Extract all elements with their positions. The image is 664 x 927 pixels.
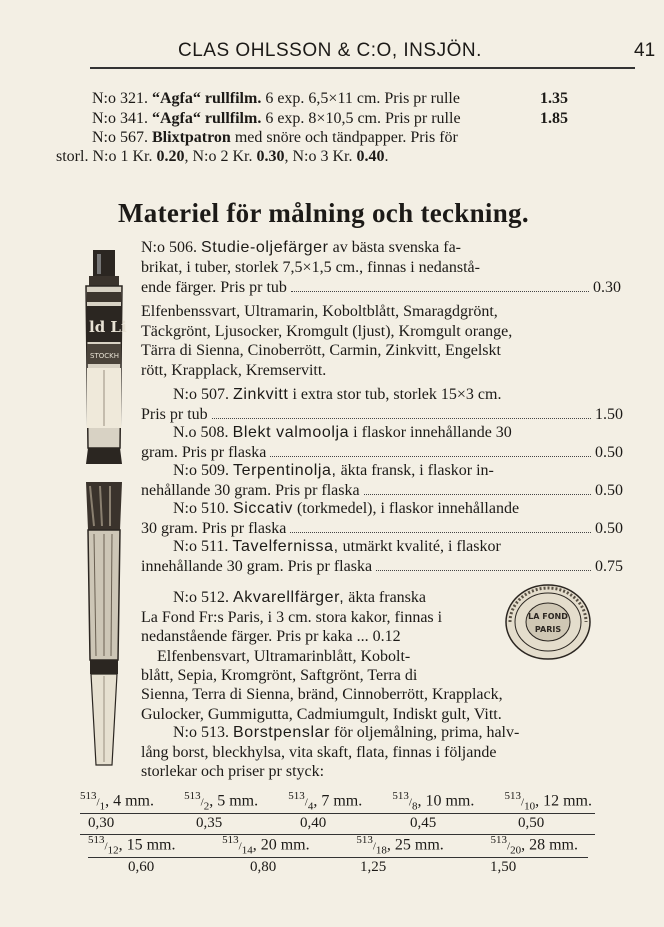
tube-brand-text: ld Li (89, 318, 127, 336)
la-fond-paint-cake-illustration (504, 582, 592, 662)
badge-bottom-text: PARIS (534, 625, 562, 634)
sizes-rule-3 (88, 857, 588, 858)
sizes-rule-1 (80, 813, 595, 814)
item-511-price: 0.75 (595, 557, 623, 575)
brush-size-entry: $^{513}/_4$, 7 mm. (288, 790, 363, 813)
item-506-colors: Elfenbenssvart, Ultramarin, Koboltblått, Smaragdgrönt, Täckgrönt, Ljusocker, Kromgult (ljust), Kromgult orange, Tärra di Sienna, Cinoberrött, Carmin, Zinkvitt, Engelskt rött, Krapplack, Kremservitt. (141, 303, 513, 379)
blixt-item: N:o 567. Blixtpatron med snöre och tändpapper. Pris för (92, 129, 458, 146)
item-509-price: 0.50 (595, 481, 623, 499)
brush-size-entry: $^{513}/_{10}$, 12 mm. (504, 790, 592, 813)
brush-price: 0,80 (250, 859, 277, 875)
item-507: N:o 507. Zinkvitt i extra stor tub, storlek 15×3 cm. Pris pr tub 1.50 (141, 386, 623, 423)
film-price: 1.35 (540, 90, 568, 107)
brush-size-entry: $^{513}/_{18}$, 25 mm. (356, 834, 444, 857)
page-number: 41 (634, 40, 656, 61)
item-507-price: 1.50 (595, 405, 623, 423)
brush-size-entry: $^{513}/_{14}$, 20 mm. (222, 834, 310, 857)
item-506-price: 0.30 (593, 278, 621, 296)
brush-price: 0,60 (128, 859, 155, 875)
film-item-321: N:o 321. “Agfa“ rullfilm. 6 exp. 6,5×11 cm. Pris pr rulle 1.35 (92, 90, 568, 107)
brush-size-entry: $^{513}/_{20}$, 28 mm. (490, 834, 578, 857)
film-price: 1.85 (540, 109, 568, 127)
item-512: N:o 512. Akvarellfärger, äkta franska La Fond Fr:s Paris, i 3 cm. stora kakor, finnas i nedanstående färger. Pris pr kaka ... 0.12 Elfenbensvart, Ultramarinblått, Kobolt- blått, Sepia, Kromgrönt, Saftgrönt, Terra di (141, 589, 443, 684)
item-506-details: brikat, i tuber, storlek 7,5×1,5 cm., finnas i nedanstå- ende färger. Pris pr tub 0.30 (141, 259, 621, 296)
brush-price: 1,25 (360, 859, 387, 875)
brush-size-entry: $^{513}/_1$, 4 mm. (80, 790, 154, 813)
brush-size-entry: $^{513}/_8$, 10 mm. (392, 790, 475, 813)
page-header (0, 40, 664, 70)
item-506-name: Studie-oljefärger (201, 239, 329, 256)
brush-sizes-row-2 (88, 834, 578, 857)
item-511: N:o 511. Tavelfernissa, utmärkt kvalité, i flaskor innehållande 30 gram. Pris pr flaska 0.75 (141, 538, 623, 575)
brush-sizes-row-1 (80, 790, 592, 813)
item-512-price: 0.12 (372, 628, 401, 645)
films-list (92, 89, 568, 128)
blixt-prices: storl. N:o 1 Kr. 0.20, N:o 2 Kr. 0.30, N:o 3 Kr. 0.40. (56, 148, 389, 165)
item-508-price: 0.50 (595, 443, 623, 461)
brush-illustration (80, 480, 128, 780)
item-506: N:o 506. Studie-oljefärger av bästa svenska fa- (141, 239, 461, 256)
header-rule (90, 67, 635, 69)
item-509: N:o 509. Terpentinolja, äkta fransk, i flaskor in- nehållande 30 gram. Pris pr flaska 0.50 (141, 462, 623, 499)
brush-size-entry: $^{513}/_{12}$, 15 mm. (88, 834, 176, 857)
item-510: N:o 510. Siccativ (torkmedel), i flaskor innehållande 30 gram. Pris pr flaska 0.50 (141, 500, 623, 537)
item-513: N:o 513. Borstpenslar för oljemålning, prima, halv- lång borst, bleckhylsa, vita skaft, flata, finnas i följande storlekar och priser pr styck: (141, 724, 520, 780)
film-item-341: N:o 341. “Agfa“ rullfilm. 6 exp. 8×10,5 cm. Pris pr rulle 1.85 (92, 109, 568, 127)
brush-price: 0,40 (300, 815, 327, 831)
item-512-colors: Sienna, Terra di Sienna, bränd, Cinnoberrött, Krapplack, Gulocker, Gummigutta, Cadmiumgult, Indiskt gult, Vitt. (141, 686, 503, 723)
brush-price: 0,45 (410, 815, 437, 831)
brush-price: 0,35 (196, 815, 223, 831)
tube-code-text: STOCKH (90, 352, 119, 360)
brush-size-entry: $^{513}/_2$, 5 mm. (184, 790, 259, 813)
badge-top-text: LA FOND (528, 612, 568, 621)
brush-price: 1,50 (490, 859, 517, 875)
brush-price: 0,50 (518, 815, 545, 831)
paint-tube-illustration (80, 248, 128, 470)
section-title: Materiel för målning och teckning. (118, 198, 529, 228)
brush-price: 0,30 (88, 815, 115, 831)
item-508: N.o 508. Blekt valmoolja i flaskor innehållande 30 gram. Pris pr flaska 0.50 (141, 424, 623, 461)
header-title: CLAS OHLSSON & C:O, INSJÖN. (178, 40, 482, 61)
item-510-price: 0.50 (595, 519, 623, 537)
